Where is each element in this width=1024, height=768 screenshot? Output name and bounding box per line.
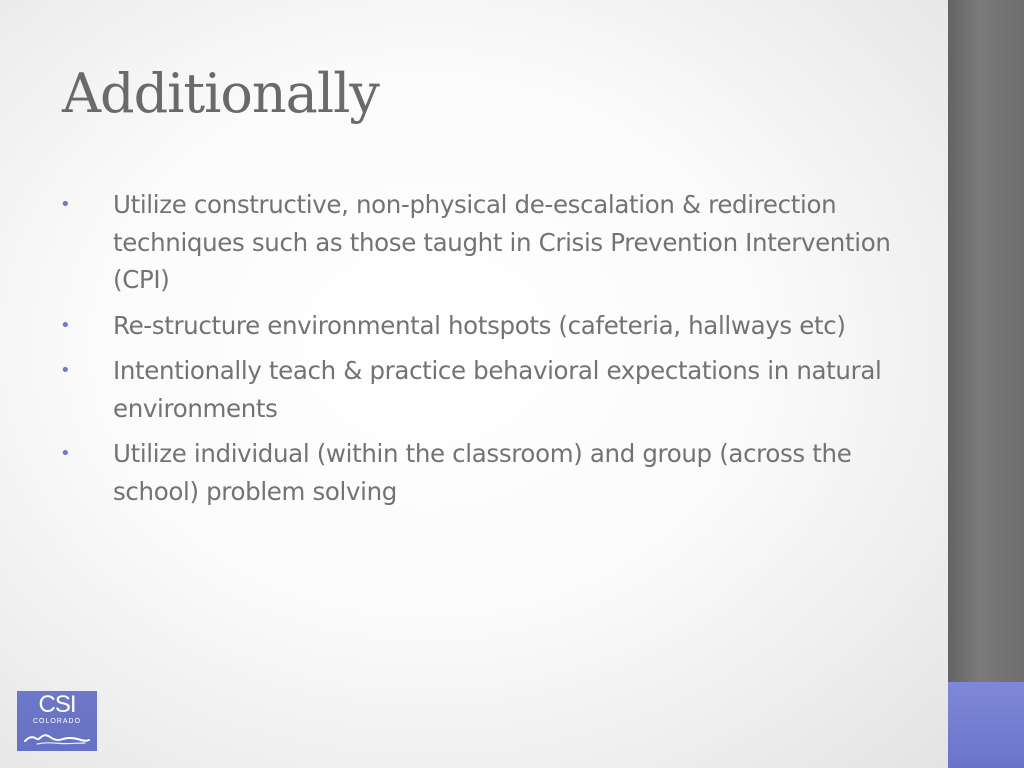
- bullet-list: [60, 186, 900, 518]
- logo-main-text: CSI: [38, 691, 76, 718]
- bullet-item-1: [60, 186, 900, 299]
- bullet-marker-icon: •: [60, 194, 71, 215]
- bullet-marker-icon: •: [60, 443, 71, 464]
- mountain-icon: [23, 729, 91, 747]
- bullet-item-4: [60, 435, 900, 510]
- bullet-marker-icon: •: [60, 360, 71, 381]
- bullet-text: Intentionally teach & practice behavioral expectations in natural environments: [113, 356, 882, 423]
- slide-title: Additionally: [62, 62, 379, 125]
- side-bar-accent: [948, 682, 1024, 768]
- logo-sub-text: COLORADO: [32, 718, 82, 725]
- bullet-text: Utilize constructive, non-physical de-escalation & redirection techniques such as those taught in Crisis Prevention Intervention (CPI): [113, 190, 891, 294]
- side-bar: [948, 0, 1024, 768]
- bullet-item-2: [60, 307, 900, 345]
- csi-colorado-logo: [17, 691, 97, 751]
- bullet-text: Re-structure environmental hotspots (cafeteria, hallways etc): [113, 310, 846, 340]
- bullet-text: Utilize individual (within the classroom) and group (across the school) problem solving: [113, 439, 852, 506]
- bullet-item-3: [60, 352, 900, 427]
- bullet-marker-icon: •: [60, 314, 71, 336]
